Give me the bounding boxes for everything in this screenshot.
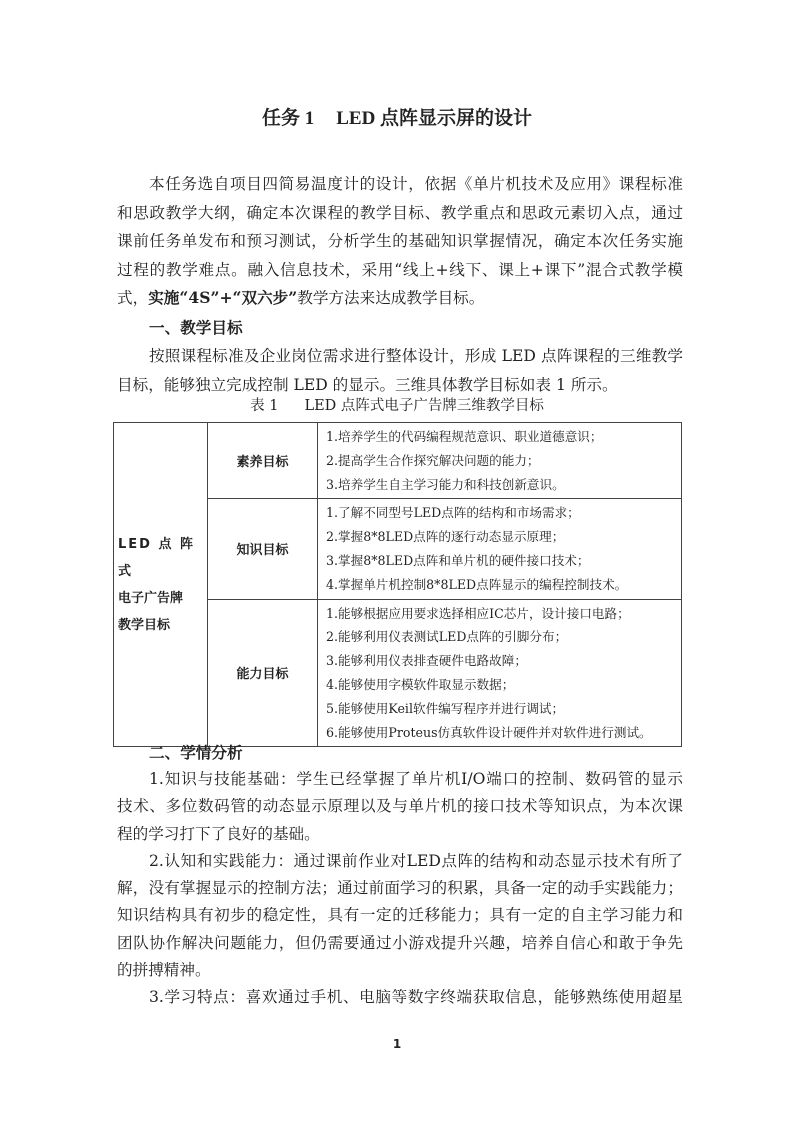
row-header-line: LED 点 阵 式: [118, 536, 196, 579]
table-row: [114, 423, 682, 499]
text-line: 知识结构具有初步的稳定性，具有一定的迁移能力；具有一定的自主学习能力和: [117, 906, 683, 925]
text-line: 按照课程标准及企业岗位需求进行整体设计，形成 LED 点阵课程的三维教学: [149, 347, 683, 365]
items-cell: [318, 423, 682, 499]
table-caption-text: LED 点阵式电子广告牌三维教学目标: [304, 398, 544, 414]
task-number: 任务 1: [261, 108, 315, 129]
text-line: 目标，能够独立完成控制 LED 的显示。三维具体教学目标如表 1 所示。: [117, 375, 618, 394]
task-title: LED 点阵显示屏的设计: [336, 108, 533, 129]
list-item: 3.培养学生自主学习能力和科技创新意识。: [326, 476, 565, 492]
list-item: 2.提高学生合作探究解决问题的能力；: [326, 452, 540, 468]
list-item: 2.掌握8*8LED点阵的逐行动态显示原理；: [326, 529, 565, 545]
row-header-line: 电子广告牌: [118, 590, 184, 606]
group-name-cell: 素养目标: [208, 423, 318, 499]
list-item: 4.能够使用字模软件取显示数据；: [326, 676, 515, 692]
row-header-line: 教学目标: [118, 617, 171, 633]
row-header-cell: [114, 423, 208, 747]
table-number: 表 1: [250, 398, 279, 414]
text-line: 课前任务单发布和预习测试，分析学生的基础知识掌握情况，确定本次任务实施: [117, 232, 683, 251]
text-line: 解，没有掌握显示的控制方法；通过前面学习的积累，具备一定的动手实践能力；: [117, 879, 683, 898]
text-segment: 教学方法来达成教学目标。: [297, 289, 485, 308]
table-caption: [0, 394, 794, 415]
text-line: 技术、多位数码管的动态显示原理以及与单片机的接口技术等知识点，为本次课: [117, 797, 683, 816]
list-item: 5.能够使用Keil软件编写程序并进行调试；: [326, 700, 565, 716]
text-line: 程的学习打下了良好的基础。: [117, 824, 320, 843]
list-item: 1.了解不同型号LED点阵的结构和市场需求；: [326, 505, 580, 521]
text-line: 团队协作解决问题能力，但仍需要通过小游戏提升兴趣，培养自信心和敢于争先: [117, 933, 683, 952]
text-line: 1.知识与技能基础：学生已经掌握了单片机I/O端口的控制、数码管的显示: [149, 770, 683, 788]
text-line: [117, 284, 683, 313]
list-item: 1.能够根据应用要求选择相应IC芯片，设计接口电路；: [326, 605, 630, 621]
text-line: 3.学习特点：喜欢通过手机、电脑等数字终端获取信息，能够熟练使用超星: [149, 988, 683, 1007]
text-line: 的拼搏精神。: [117, 961, 211, 980]
text-line: 和思政教学大纲，确定本次课程的教学目标、教学重点和思政元素切入点，通过: [117, 203, 683, 222]
list-item: 6.能够使用Proteus仿真软件设计硬件并对软件进行测试。: [326, 724, 652, 740]
group-name-cell: 知识目标: [208, 499, 318, 599]
section-heading: 一、教学目标: [149, 319, 243, 337]
section2-paragraphs: [117, 766, 683, 1012]
group-name-cell: 能力目标: [208, 599, 318, 747]
page-number: 1: [392, 1037, 402, 1051]
text-line: 过程的教学难点。融入信息技术，采用“线上+线下、课上+课下”混合式教学模: [117, 260, 683, 279]
section1-paragraph: [117, 342, 683, 399]
text-line: 2.认知和实践能力：通过课前作业对LED点阵的结构和动态显示技术有所了: [149, 851, 683, 870]
document-title: [0, 103, 794, 130]
list-item: 3.掌握8*8LED点阵和单片机的硬件接口技术；: [326, 552, 590, 568]
list-item: 1.培养学生的代码编程规范意识、职业道德意识；: [326, 429, 603, 444]
objectives-table: [113, 422, 682, 747]
section-heading: 二、学情分析: [149, 744, 243, 762]
items-cell: [318, 599, 682, 747]
list-item: 3.能够利用仪表排查硬件电路故障；: [326, 653, 527, 669]
list-item: 2.能够利用仪表测试LED点阵的引脚分布；: [326, 629, 568, 645]
text-line: 本任务选自项目四简易温度计的设计，依据《单片机技术及应用》课程标准: [149, 175, 683, 193]
intro-paragraph: [117, 170, 683, 313]
items-cell: [318, 499, 682, 599]
list-item: 4.掌握单片机控制8*8LED点阵显示的编程控制技术。: [326, 576, 628, 592]
bold-text: 实施“4S”+“双六步”: [148, 288, 298, 308]
text-segment: 式，: [117, 289, 149, 308]
